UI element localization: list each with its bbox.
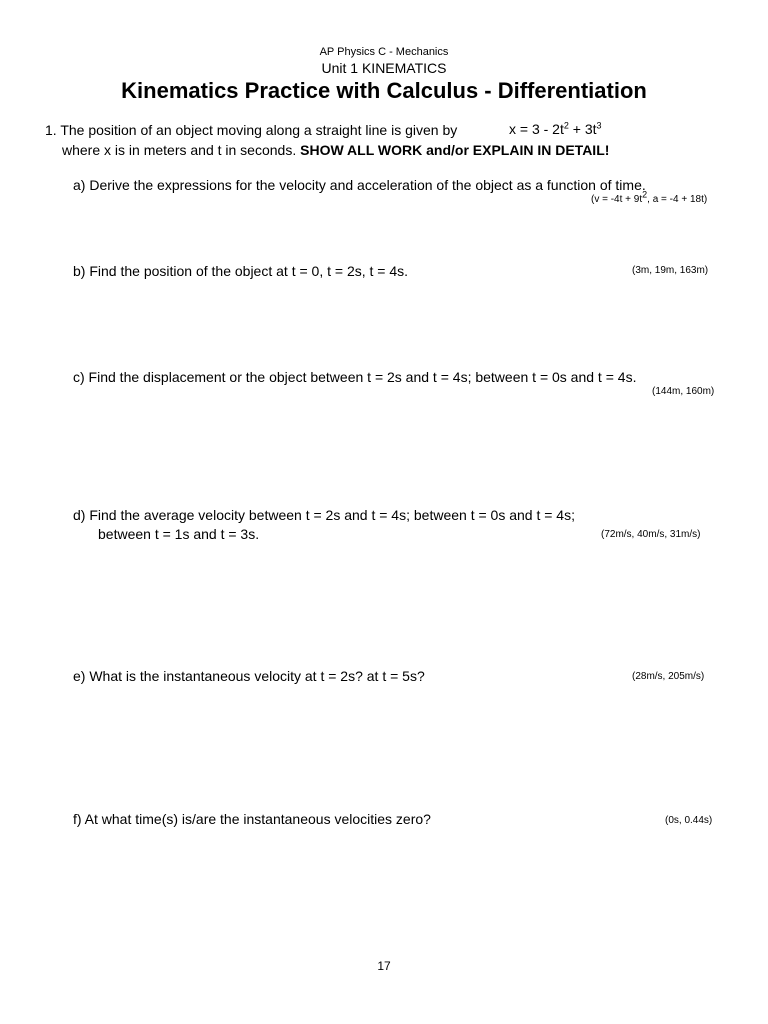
part-e-answer: (28m/s, 205m/s) (632, 671, 705, 682)
part-c-question: c) Find the displacement or the object between t = 2s and t = 4s; between t = 0s and t = 4s. (73, 369, 637, 385)
units-text: where x is in meters and t in seconds. (62, 142, 297, 158)
course-name: AP Physics C - Mechanics (319, 46, 449, 58)
page-title: Kinematics Practice with Calculus - Differentiation (121, 78, 647, 103)
part-e-question: e) What is the instantaneous velocity at t = 2s? at t = 5s? (73, 668, 425, 684)
part-b-question: b) Find the position of the object at t = 0, t = 2s, t = 4s. (73, 263, 409, 279)
part-f-question: f) At what time(s) is/are the instantaneous velocities zero? (73, 811, 431, 827)
part-a-question: a) Derive the expressions for the velocity and acceleration of the object as a function of time. (73, 177, 646, 193)
problem-intro: The position of an object moving along a straight line is given by (60, 122, 458, 138)
instruction-text: SHOW ALL WORK and/or EXPLAIN IN DETAIL! (300, 142, 610, 158)
problem-1-statement (45, 122, 457, 138)
problem-number: 1. (45, 122, 57, 138)
part-d-answer: (72m/s, 40m/s, 31m/s) (601, 529, 701, 540)
unit-title: Unit 1 KINEMATICS (321, 60, 447, 76)
part-a-answer: ($v = -4t + 9t^2$, a = -4 + 18t) (591, 189, 708, 205)
page-number: 17 (377, 959, 391, 973)
position-equation: $x = 3 - 2t^2 + 3t^3$ (509, 120, 602, 137)
part-d-question-continued: between t = 1s and t = 3s. (98, 526, 260, 542)
part-f-answer: (0s, 0.44s) (665, 815, 713, 826)
part-b-answer: (3m, 19m, 163m) (632, 265, 709, 276)
part-d-question: d) Find the average velocity between t = 2s and t = 4s; between t = 0s and t = 4s; (73, 507, 575, 523)
part-c-answer: (144m, 160m) (652, 386, 715, 397)
problem-units (62, 142, 609, 158)
